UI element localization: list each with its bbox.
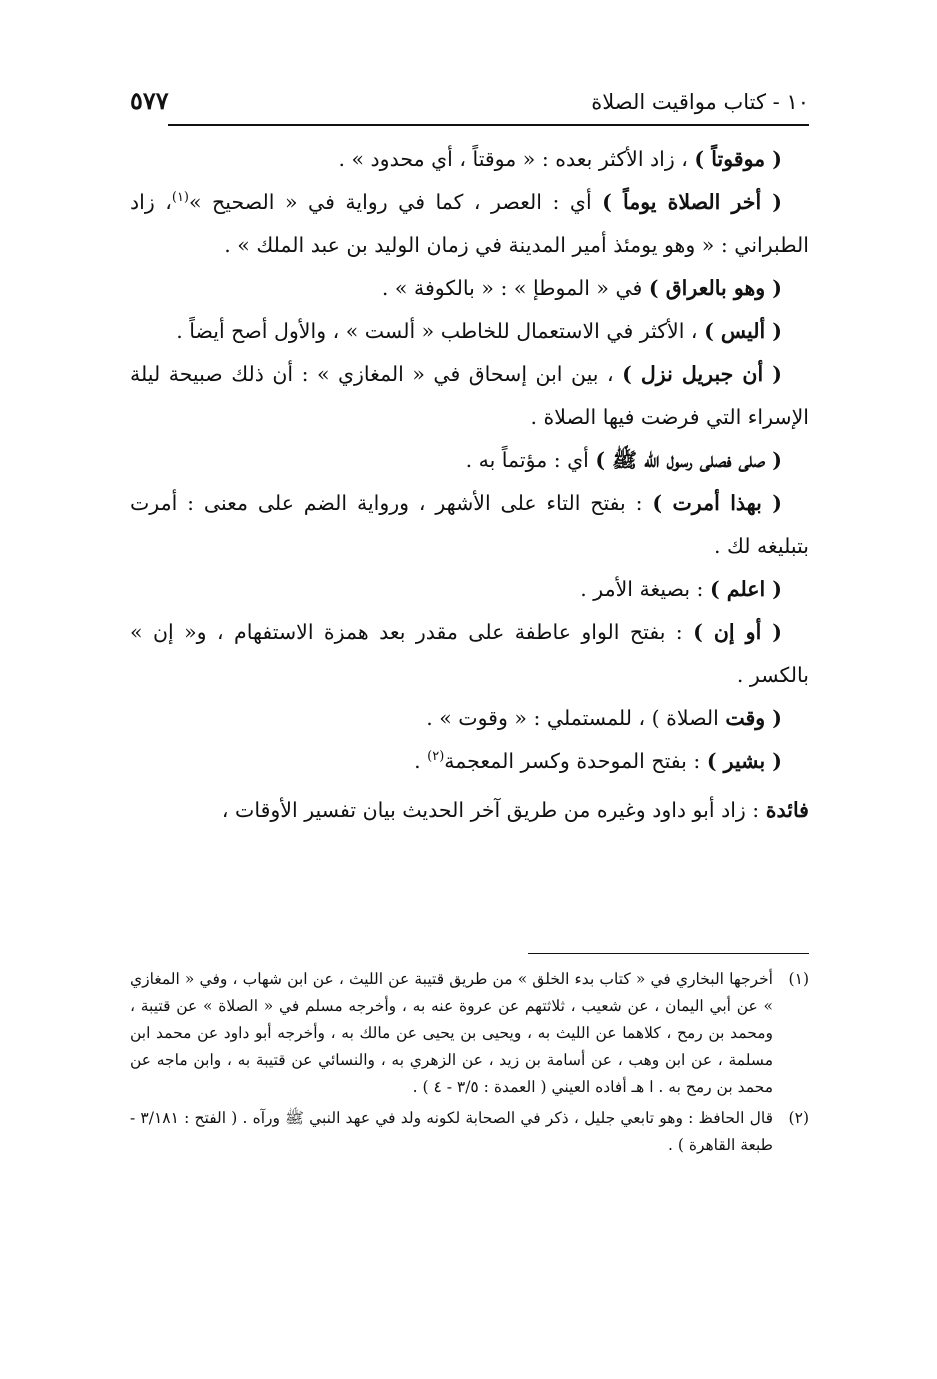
term: ( أن جبريل نزل )	[622, 362, 782, 386]
footnote-separator	[528, 953, 809, 954]
term: ( بشير )	[706, 749, 782, 773]
footnote-text: أخرجها البخاري في « كتاب بدء الخلق » من طريق قتيبة عن الليث ، عن ابن شهاب ، وفي « المغازي » عن أبي اليمان ، عن شعيب ، ثلاثتهم عن عروة عنه به ، وأخرجه مسلم في « الصلاة » عن قتيبة ، ومحمد بن رمح ، كلاهما عن الليث به ، ويحيى بن يحيى عن مالك به ، وأخرجه أبو داود عن محمد ابن مسلمة ، عن ابن وهب ، عن أسامة بن زيد ، عن الزهري به ، والنسائي عن قتيبة به ، وابن ماجه عن محمد بن رمح به . ا هـ أفاده العيني ( العمدة : ٣/٥ - ٤ ) .	[130, 970, 773, 1096]
term: ( صلى فصلى رسول الله ﷺ )	[595, 448, 782, 472]
footnote-1	[130, 966, 809, 1101]
footnote-number: (٢)	[788, 1109, 809, 1127]
commentary: : بصيغة الأمر .	[580, 577, 710, 601]
term: فائدة	[765, 798, 809, 822]
footnote-2	[130, 1105, 809, 1159]
chapter-title: ١٠ - كتاب مواقيت الصلاة	[591, 90, 809, 114]
commentary: : بفتح الواو عاطفة على مقدر بعد همزة الاستفهام ، و« إن » بالكسر .	[130, 620, 809, 687]
commentary-continued: ، زاد الطبراني : « وهو يومئذ أمير المدينة في زمان الوليد بن عبد الملك » .	[130, 190, 809, 257]
commentary: : زاد أبو داود وغيره من طريق آخر الحديث بيان تفسير الأوقات ،	[221, 798, 766, 822]
footnote-ref-2[interactable]: (٢)	[427, 749, 445, 765]
paragraph-faida	[130, 789, 809, 832]
paragraph-akhar-alsalat	[130, 181, 809, 267]
header-rule	[168, 124, 809, 126]
paragraph-aw-inna	[130, 611, 809, 697]
footnotes	[130, 966, 809, 1163]
running-header	[130, 86, 809, 122]
term: ( وقت	[725, 706, 782, 730]
paragraph-ilam	[130, 568, 809, 611]
paragraph-mawqutan	[130, 138, 809, 181]
commentary-continued: .	[414, 749, 428, 773]
term: ( أليس )	[704, 319, 782, 343]
paragraph-bihadha-umirt	[130, 482, 809, 568]
commentary: الصلاة ) ، للمستملي : « وقوت » .	[426, 706, 726, 730]
term: ( وهو بالعراق )	[648, 276, 782, 300]
commentary: في « الموطإ » : « بالكوفة » .	[381, 276, 649, 300]
paragraph-jibril	[130, 353, 809, 439]
commentary: : بفتح التاء على الأشهر ، ورواية الضم على معنى : أمرت بتبليغه لك .	[130, 491, 809, 558]
commentary: : بفتح الموحدة وكسر المعجمة	[444, 749, 707, 773]
commentary: أي : مؤتماً به .	[465, 448, 596, 472]
footnote-ref-1[interactable]: (١)	[171, 190, 189, 206]
term: ( أخر الصلاة يوماً )	[602, 190, 782, 214]
commentary: ، بين ابن إسحاق في « المغازي » : أن ذلك صبيحة ليلة الإسراء التي فرضت فيها الصلاة .	[130, 362, 809, 429]
paragraph-alaysa	[130, 310, 809, 353]
commentary: ، الأكثر في الاستعمال للخاطب « ألست » ، والأول أصح أيضاً .	[176, 319, 705, 343]
term: ( موقوتاً )	[694, 147, 782, 171]
footnote-text: قال الحافظ : وهو تابعي جليل ، ذكر في الصحابة لكونه ولد في عهد النبي ﷺ ورآه . ( الفتح : ٣/١٨١ - طبعة القاهرة ) .	[130, 1109, 773, 1154]
paragraph-bil-iraq	[130, 267, 809, 310]
term: ( بهذا أمرت )	[652, 491, 782, 515]
footnote-number: (١)	[788, 970, 809, 988]
commentary: أي : العصر ، كما في رواية في « الصحيح »	[189, 190, 603, 214]
term: ( أو إن )	[693, 620, 782, 644]
term: ( اعلم )	[709, 577, 782, 601]
paragraph-salla	[130, 439, 809, 482]
paragraph-waqt-alsalat	[130, 697, 809, 740]
paragraph-bashir	[130, 740, 809, 783]
main-text	[130, 138, 809, 832]
commentary: ، زاد الأكثر بعده : « موقتاً ، أي محدود » .	[338, 147, 695, 171]
page-number: ٥٧٧	[130, 86, 169, 115]
